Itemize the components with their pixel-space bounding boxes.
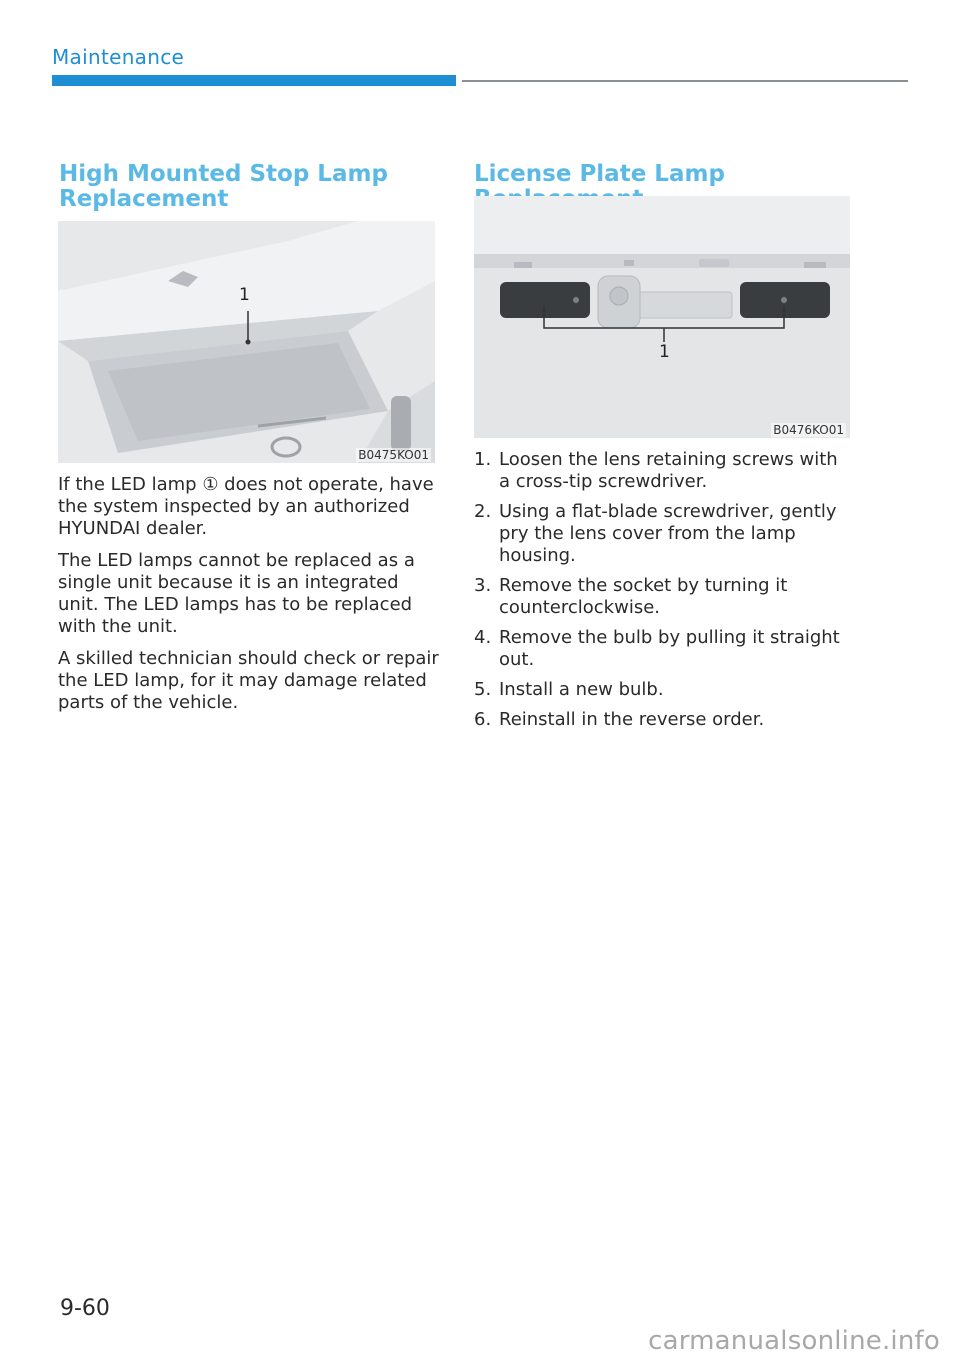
list-item [474, 449, 854, 493]
step-text: Install a new bulb. [499, 679, 664, 700]
figure-code: B0476KO01 [773, 423, 844, 437]
replacement-steps [474, 449, 854, 739]
callout-number: 1 [659, 342, 670, 362]
step-number: 1. [474, 449, 492, 470]
paragraph: A skilled technician should check or repair the LED lamp, for it may damage related parts of the vehicle. [58, 648, 439, 713]
step-text: Reinstall in the reverse order. [499, 709, 765, 730]
stop-lamp-body [58, 474, 440, 724]
step-text: Remove the socket by turning it counterclockwise. [499, 575, 788, 618]
step-number: 3. [474, 575, 492, 596]
step-text: Using a flat-blade screwdriver, gently pry the lens cover from the lamp housing. [499, 501, 837, 566]
list-item [474, 679, 854, 701]
figure-code: B0475KO01 [358, 448, 429, 462]
license-lamp-illustration [474, 196, 850, 438]
step-text: Loosen the lens retaining screws with a cross-tip screwdriver. [499, 449, 838, 492]
list-item [474, 627, 854, 671]
list-item [474, 709, 854, 731]
header-bar-accent [52, 75, 456, 86]
page-number: 9-60 [60, 1296, 110, 1321]
watermark: carmanualsonline.info [648, 1326, 940, 1356]
paragraph: The LED lamps cannot be replaced as a single unit because it is an integrated unit. The LED lamps has to be replaced with the unit. [58, 550, 415, 637]
figure-stop-lamp [58, 221, 435, 463]
list-item [474, 575, 854, 619]
step-number: 6. [474, 709, 492, 730]
list-item [474, 501, 854, 567]
step-number: 5. [474, 679, 492, 700]
paragraph: If the LED lamp ① does not operate, have the system inspected by an authorized HYUNDAI dealer. [58, 474, 434, 539]
heading-license-plate-lamp: License Plate Lamp [474, 161, 725, 187]
vehicle-rear-illustration [58, 221, 435, 463]
section-title: Maintenance [52, 45, 185, 69]
header-rule [462, 80, 908, 82]
figure-license-plate-lamp [474, 196, 850, 438]
step-text: Remove the bulb by pulling it straight out. [499, 627, 840, 670]
step-number: 2. [474, 501, 492, 522]
callout-number: 1 [239, 285, 250, 305]
heading-stop-lamp: High Mounted Stop Lamp Replacement [59, 161, 388, 212]
step-number: 4. [474, 627, 492, 648]
